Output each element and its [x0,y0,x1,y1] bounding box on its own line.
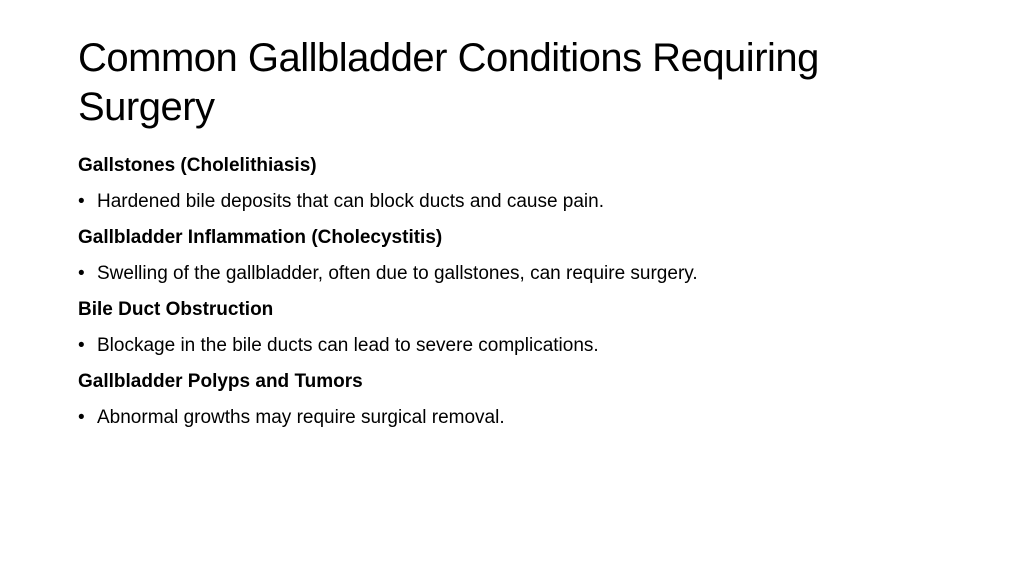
bullet-dot-icon: • [78,407,85,428]
slide-content [78,154,958,442]
section-polyps-tumors [78,370,958,430]
bullet-item [78,406,958,430]
bullet-dot-icon: • [78,191,85,212]
section-cholecystitis [78,226,958,286]
bullet-text: Hardened bile deposits that can block ducts and cause pain. [97,191,604,212]
bullet-item [78,334,958,358]
bullet-item [78,262,958,286]
section-heading: Bile Duct Obstruction [78,299,274,320]
bullet-dot-icon: • [78,335,85,356]
section-bile-duct-obstruction [78,298,958,358]
bullet-text: Blockage in the bile ducts can lead to severe complications. [97,335,599,356]
section-gallstones [78,154,958,214]
section-heading: Gallstones (Cholelithiasis) [78,155,317,176]
section-heading: Gallbladder Inflammation (Cholecystitis) [78,227,443,248]
bullet-item [78,190,958,214]
bullet-dot-icon: • [78,263,85,284]
bullet-text: Swelling of the gallbladder, often due to gallstones, can require surgery. [97,263,698,284]
bullet-text: Abnormal growths may require surgical removal. [97,407,505,428]
section-heading: Gallbladder Polyps and Tumors [78,371,363,392]
slide-title: Common Gallbladder Conditions Requiring Surgery [78,36,819,129]
